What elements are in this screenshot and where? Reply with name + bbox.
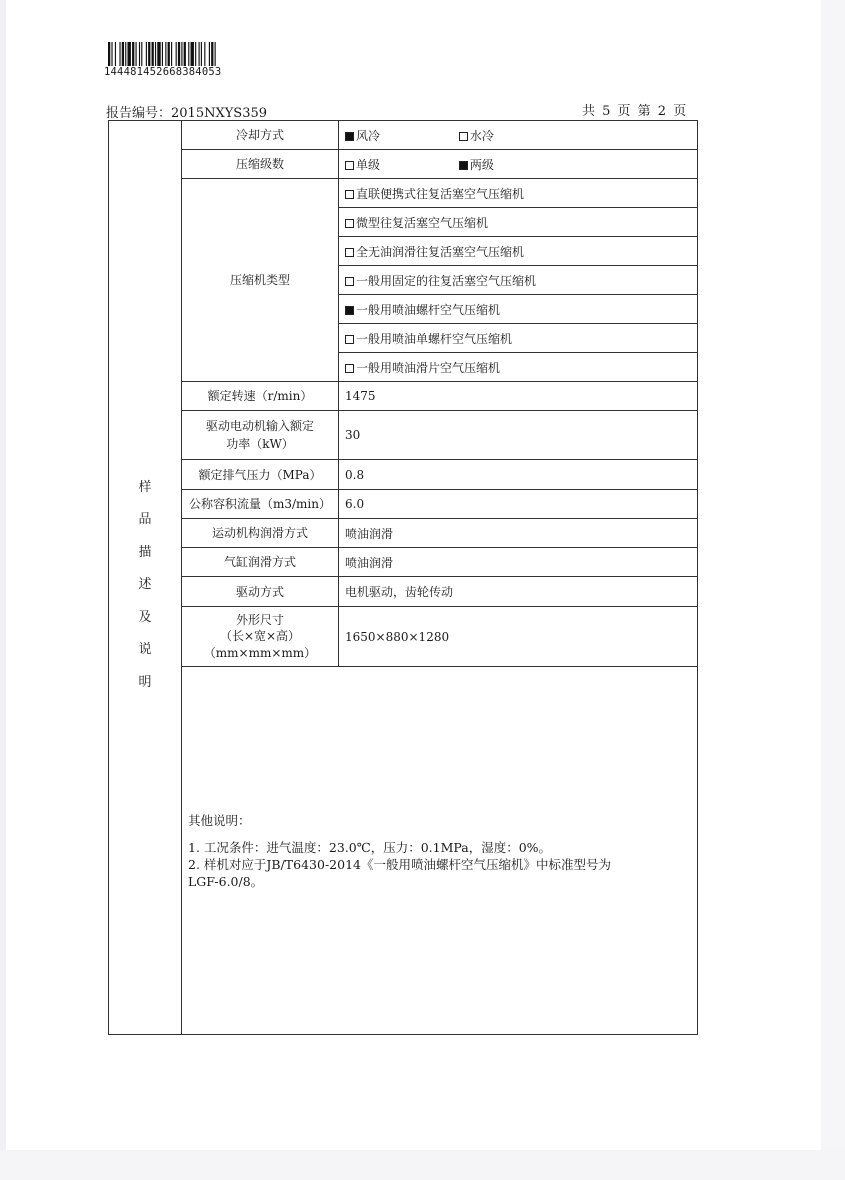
page-info: 共 5 页 第 2 页: [582, 104, 687, 119]
cooling-label: 冷却方式: [182, 121, 339, 150]
barcode-bar: [162, 42, 163, 66]
option-text: 风冷: [356, 128, 381, 143]
barcode-bar: [127, 42, 130, 66]
barcode-bar: [215, 42, 216, 66]
checkbox-icon: [345, 364, 354, 373]
report-number-value: 2015NXYS359: [171, 106, 268, 121]
barcode-bar: [184, 42, 186, 66]
checkbox-icon: [345, 190, 354, 199]
side-char: 描: [138, 544, 152, 560]
side-label-cell: [109, 121, 182, 1035]
note-line: 2. 样机对应于JB/T6430-2014《一般用喷油螺杆空气压缩机》中标准型号为: [188, 856, 611, 872]
row-compressor-type: [109, 179, 698, 208]
sample-description-table: [108, 120, 698, 1035]
row-cylinder-lubrication: [109, 548, 698, 577]
option-text: 一般用喷油单螺杆空气压缩机: [356, 331, 513, 346]
barcode-bar: [125, 42, 126, 66]
compressor-type-label: 压缩机类型: [182, 179, 339, 382]
barcode-bar: [199, 42, 200, 66]
option-text: 一般用固定的往复活塞空气压缩机: [356, 273, 537, 288]
side-label: [138, 472, 151, 700]
option-text: 水冷: [469, 128, 494, 143]
motor-power-label-line1: 驱动电动机输入额定: [205, 419, 314, 433]
checkbox-icon: [345, 306, 354, 315]
drive-label: 驱动方式: [182, 577, 339, 607]
dimensions-label-line3: （mm×mm×mm）: [203, 645, 317, 660]
row-discharge-pressure: [109, 460, 698, 490]
barcode-bar: [152, 42, 154, 66]
side-char: 品: [138, 512, 152, 528]
compressor-type-option: [339, 266, 698, 295]
notes-title: 其他说明：: [188, 812, 251, 828]
page-edge-left: [0, 0, 6, 1180]
option-text: 一般用喷油螺杆空气压缩机: [356, 302, 501, 317]
checkbox-icon: [459, 161, 468, 170]
rated-speed-value: 1475: [339, 382, 698, 411]
checkbox-icon: [345, 219, 354, 228]
note-line: LGF-6.0/8。: [188, 873, 264, 889]
barcode-bar: [181, 42, 182, 66]
report-number-label: 报告编号：: [106, 106, 172, 121]
option-text: 两级: [469, 157, 494, 172]
option-text: 直联便携式往复活塞空气压缩机: [356, 186, 525, 201]
checkbox-icon: [345, 161, 354, 170]
barcode-bar: [201, 42, 202, 66]
row-stages: [109, 150, 698, 179]
compressor-type-option: [339, 295, 698, 324]
row-cooling: [109, 121, 698, 150]
page-edge-bottom: [0, 1150, 845, 1180]
side-char: 说: [138, 642, 152, 658]
checkbox-icon: [345, 132, 354, 141]
barcode-bar: [141, 42, 142, 66]
barcode-bar: [209, 42, 210, 66]
compressor-type-option: [339, 179, 698, 208]
barcode-bar: [191, 42, 194, 66]
barcode: [108, 42, 218, 66]
page-edge-right: [821, 0, 845, 1180]
stages-label: 压缩级数: [182, 150, 339, 179]
option-two-stage: [459, 156, 569, 173]
row-motor-power: [109, 411, 698, 460]
dimensions-value: 1650×880×1280: [339, 607, 698, 667]
option-air-cooled: [345, 127, 455, 144]
barcode-bar: [171, 42, 172, 66]
drive-value: 电机驱动，齿轮传动: [339, 577, 698, 607]
option-single-stage: [345, 156, 455, 173]
barcode-bar: [195, 42, 196, 66]
barcode-bar: [157, 42, 160, 66]
dimensions-label-line1: 外形尺寸: [235, 613, 284, 628]
barcode-number: 144481452668384053: [104, 66, 222, 78]
row-notes: [109, 667, 698, 1035]
cooling-options: [339, 121, 698, 150]
side-char: 明: [138, 674, 152, 690]
discharge-pressure-label: 额定排气压力（MPa）: [182, 460, 339, 490]
note-line: 1. 工况条件：进气温度：23.0℃，压力：0.1MPa，湿度：0%。: [188, 839, 552, 855]
compressor-type-option: [339, 324, 698, 353]
mechanism-lubrication-value: 喷油润滑: [339, 519, 698, 548]
barcode-bar: [119, 42, 120, 66]
mechanism-lubrication-label: 运动机构润滑方式: [182, 519, 339, 548]
barcode-bar: [111, 42, 112, 66]
barcode-bar: [115, 42, 116, 66]
row-mechanism-lubrication: [109, 519, 698, 548]
dimensions-label: [182, 607, 339, 667]
option-water-cooled: [459, 127, 569, 144]
barcode-bar: [204, 42, 205, 66]
checkbox-icon: [345, 277, 354, 286]
barcode-bar: [139, 42, 140, 66]
row-rated-speed: [109, 382, 698, 411]
flow-label: 公称容积流量（m3/min）: [182, 490, 339, 519]
side-char: 样: [138, 479, 152, 495]
barcode-bar: [136, 42, 137, 66]
barcode-bar: [155, 42, 156, 66]
discharge-pressure-value: 0.8: [339, 460, 698, 490]
option-text: 微型往复活塞空气压缩机: [356, 215, 489, 230]
motor-power-value: 30: [339, 411, 698, 460]
cylinder-lubrication-value: 喷油润滑: [339, 548, 698, 577]
stages-options: [339, 150, 698, 179]
checkbox-icon: [345, 248, 354, 257]
compressor-type-option: [339, 353, 698, 382]
row-flow: [109, 490, 698, 519]
barcode-bar: [132, 42, 134, 66]
checkbox-icon: [345, 335, 354, 344]
motor-power-label: [182, 411, 339, 460]
side-char: 及: [138, 609, 152, 625]
option-text: 单级: [356, 157, 381, 172]
option-text: 全无油润滑往复活塞空气压缩机: [356, 244, 525, 259]
row-drive: [109, 577, 698, 607]
barcode-bar: [146, 42, 147, 66]
flow-value: 6.0: [339, 490, 698, 519]
barcode-bar: [122, 42, 124, 66]
barcode-bar: [148, 42, 150, 66]
barcode-bar: [108, 42, 110, 66]
option-text: 一般用喷油滑片空气压缩机: [356, 360, 501, 375]
dimensions-label-line2: （长×宽×高）: [219, 629, 301, 644]
barcode-bar: [165, 42, 166, 66]
checkbox-icon: [459, 132, 468, 141]
row-dimensions: [109, 607, 698, 667]
compressor-type-option: [339, 237, 698, 266]
side-char: 述: [138, 577, 152, 593]
barcode-bar: [178, 42, 180, 66]
compressor-type-option: [339, 208, 698, 237]
rated-speed-label: 额定转速（r/min）: [182, 382, 339, 411]
barcode-bar: [211, 42, 213, 66]
notes-cell: [182, 667, 698, 1035]
cylinder-lubrication-label: 气缸润滑方式: [182, 548, 339, 577]
motor-power-label-line2: 功率（kW）: [226, 437, 294, 451]
barcode-bar: [188, 42, 189, 66]
report-number: [106, 102, 267, 121]
barcode-bar: [176, 42, 177, 66]
barcode-bar: [168, 42, 170, 66]
